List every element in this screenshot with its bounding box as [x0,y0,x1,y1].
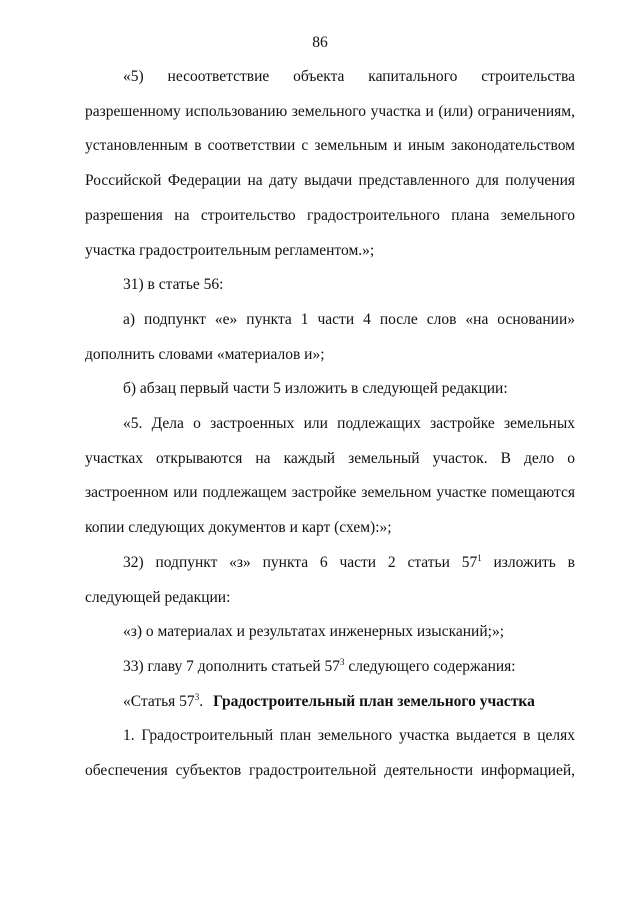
paragraph-item-32 [85,546,575,615]
paragraph-subitem-a: а) подпункт «е» пункта 1 части 4 после слов «на основании» дополнить словами «материалов и»; [85,310,575,363]
article-heading-dot: . [199,692,204,710]
paragraph-article-point-1: 1. Градостроительный план земельного участка выдается в целях обеспечения субъектов градостроительной деятельности информацией, [85,727,575,780]
article-superscript: 3 [194,691,200,702]
article-heading-prefix: «Статья 57 [123,692,195,710]
paragraph-item-5-cases: «5. Дела о застроенных или подлежащих застройке земельных участках открываются на каждый земельный участок. В дело о застроенном или подлежащем застройке земельном участке помещаются копии следующих документов и карт (схем):»; [85,415,575,537]
paragraph-item-33 [85,650,575,685]
paragraph-item-33-text-start: 33) главу 7 дополнить статьей 57 [123,657,340,675]
paragraph-subitem-z: «з) о материалах и результатах инженерных изысканий;»; [123,623,505,641]
paragraph-item-32-text-start: 32) подпункт «з» пункта 6 части 2 статьи 57 [123,553,478,571]
article-heading [85,685,575,720]
article-heading-title: Градостроительный план земельного участка [213,692,535,710]
article-superscript: 1 [477,552,482,563]
document-body [85,60,575,789]
paragraph-item-31: 31) в статье 56: [123,276,224,294]
page-number: 86 [312,34,328,51]
article-superscript: 3 [340,656,345,667]
paragraph-item-5-quote: «5) несоответствие объекта капитального строительства разрешенному использованию земельного участка и (или) ограничениям, установленным в соответствии с земельным и иным законодательством Российской Федерации на дату выдачи представленного для получения разрешения на строительство градостроительного плана земельного участка градостроительным регламентом.»; [85,68,575,259]
paragraph-item-32-text-end: изложить в следующей редакции: [85,553,575,606]
paragraph-subitem-b: б) абзац первый части 5 изложить в следующей редакции: [123,380,508,398]
paragraph-item-33-text-end: следующего содержания: [344,657,516,675]
